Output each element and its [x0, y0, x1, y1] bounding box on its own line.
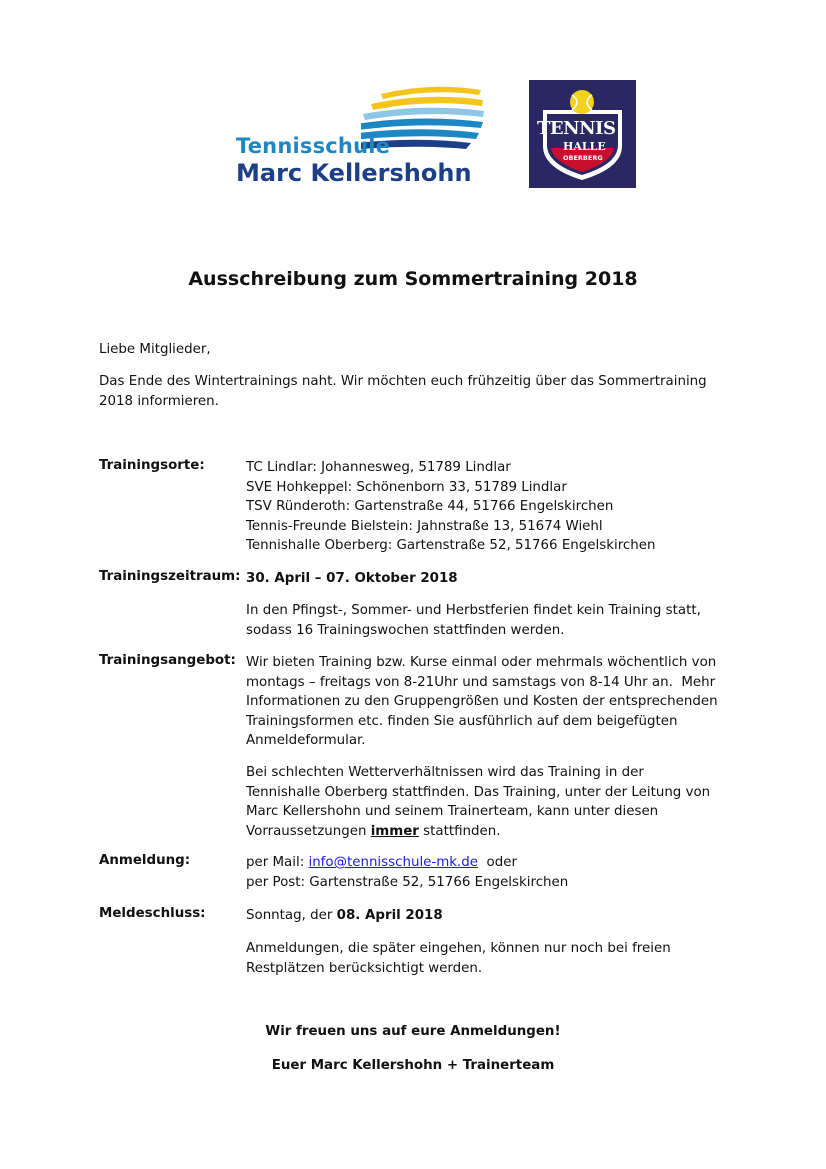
offer-line: montags – freitags von 8-21Uhr und samstags von 8-14 Uhr an. Mehr — [246, 674, 716, 690]
greeting: Liebe Mitglieder, — [99, 342, 211, 357]
weather-text: stattfinden. — [418, 823, 501, 839]
weather-line: Tennishalle Oberberg stattfinden. Das Training, unter der Leitung von — [246, 784, 711, 800]
deadline-note-line: Restplätzen berücksichtigt werden. — [246, 960, 483, 976]
deadline-value — [246, 906, 746, 926]
deadline-note — [246, 939, 746, 978]
intro-line: 2018 informieren. — [99, 394, 219, 409]
registration-info — [246, 853, 746, 892]
tennis-ball-icon — [570, 90, 594, 114]
logo-line-tennisschule: Tennisschule — [236, 134, 391, 158]
logo-word-oberberg: OBERBERG — [563, 154, 603, 162]
emphasis-immer: immer — [370, 823, 419, 839]
weather-line: Marc Kellershohn und seinem Trainerteam, kann unter diesen — [246, 804, 659, 820]
offer-line: Informationen zu den Gruppengrößen und Kosten der entsprechenden — [246, 694, 718, 710]
period-value: 30. April – 07. Oktober 2018 — [246, 571, 458, 586]
mail-suffix: oder — [478, 855, 517, 870]
mail-prefix: per Mail: — [246, 855, 309, 870]
intro-paragraph — [99, 372, 739, 412]
closing-line: Wir freuen uns auf eure Anmeldungen! — [265, 1024, 561, 1039]
mail-line — [246, 853, 746, 873]
location-item: TSV Ründeroth: Gartenstraße 44, 51766 Engelskirchen — [246, 499, 614, 515]
label-meldeschluss: Meldeschluss: — [99, 906, 206, 921]
post-line: per Post: Gartenstraße 52, 51766 Engelskirchen — [246, 874, 569, 890]
location-item: Tennishalle Oberberg: Gartenstraße 52, 51766 Engelskirchen — [246, 538, 656, 554]
tennishalle-logo — [529, 80, 636, 188]
logo-word-halle: HALLE — [563, 140, 606, 153]
deadline-note-line: Anmeldungen, die später eingehen, können nur noch bei freien — [246, 941, 671, 956]
period-note — [246, 601, 746, 640]
deadline-date: 08. April 2018 — [336, 908, 443, 923]
tennisschule-logo — [236, 82, 486, 192]
weather-text: Vorraussetzungen — [246, 823, 371, 839]
offer-line: Anmeldeformular. — [246, 733, 366, 749]
weather-line: Bei schlechten Wetterverhältnissen wird das Training in der — [246, 765, 644, 780]
weather-line — [246, 822, 746, 842]
label-trainingsangebot: Trainingsangebot: — [99, 653, 236, 668]
offer-line: Wir bieten Training bzw. Kurse einmal oder mehrmals wöchentlich von — [246, 655, 717, 670]
label-trainingsorte: Trainingsorte: — [99, 458, 205, 473]
locations-list — [246, 458, 746, 556]
period-note-line: sodass 16 Trainingswochen stattfinden werden. — [246, 622, 565, 638]
email-link[interactable]: info@tennisschule-mk.de — [308, 855, 479, 870]
logo-word-tennis: TENNIS — [537, 118, 616, 139]
deadline-prefix: Sonntag, der — [246, 908, 337, 923]
offer-line: Trainingsformen etc. finden Sie ausführlich auf dem beigefügten — [246, 713, 678, 729]
intro-line: Das Ende des Wintertrainings naht. Wir möchten euch frühzeitig über das Sommertraining — [99, 374, 707, 389]
label-anmeldung: Anmeldung: — [99, 853, 191, 868]
offer-paragraph — [246, 653, 746, 751]
logo-line-name: Marc Kellershohn — [236, 159, 472, 187]
location-item: SVE Hohkeppel: Schönenborn 33, 51789 Lindlar — [246, 479, 567, 495]
page-title: Ausschreibung zum Sommertraining 2018 — [188, 268, 638, 290]
label-trainingszeitraum: Trainingszeitraum: — [99, 569, 241, 584]
location-item: Tennis-Freunde Bielstein: Jahnstraße 13, 51674 Wiehl — [246, 518, 603, 534]
location-item: TC Lindlar: Johannesweg, 51789 Lindlar — [246, 460, 511, 475]
period-note-line: In den Pfingst-, Sommer- und Herbstferien findet kein Training statt, — [246, 603, 701, 618]
weather-paragraph — [246, 763, 746, 841]
signature-line: Euer Marc Kellershohn + Trainerteam — [271, 1058, 555, 1073]
